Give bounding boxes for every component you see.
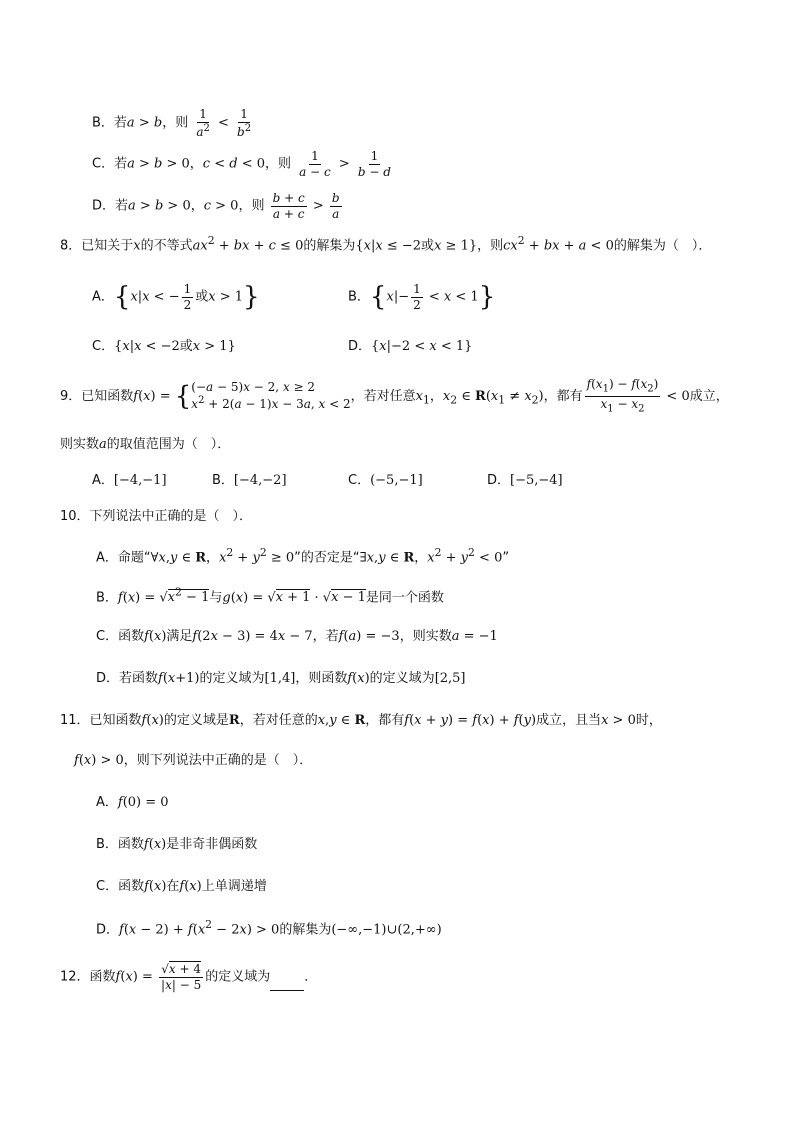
q11-stem-continued: f(x) > 0，则下列说法中正确的是（ ）． — [74, 753, 313, 768]
q11-option-d: D．$f(x - 2) + f(x^2 - 2x) > 0$的解集为(−∞,−1)∪(2,+∞) — [96, 918, 442, 938]
q8-option-d: D．{x|−2 < x < 1} — [348, 339, 473, 354]
q8-option-b: B．{x|− $\frac{1}{2}$ < x < 1} — [348, 282, 496, 313]
q9-option-c: C．(−5,−1] — [348, 473, 423, 488]
q8-option-c: C．{x|x < −2或x > 1} — [92, 339, 236, 354]
q7-option-c: C．若a > b > 0，c < d < 0，则 $\frac{1}{a - c}$ > $\frac{1}{b - d}$ — [92, 149, 391, 179]
q11-option-b: B．函数f(x)是非奇非偶函数 — [96, 837, 258, 852]
q10-option-b: B．$f(x) = √x^2 - 1$与g(x) = √x + 1 · √x − 1是同一个函数 — [96, 586, 444, 606]
q10-option-d: D．若函数f(x+1)的定义域为[1,4]，则函数f(x)的定义域为[2,5] — [96, 671, 466, 686]
q11-option-a: A．f(0) = 0 — [96, 795, 169, 810]
q9-option-b: B．[−4,−2] — [212, 473, 287, 488]
q8-option-a: A．{x|x < − $\frac{1}{2}$ 或x > 1} — [92, 282, 260, 313]
q10-option-c: C．函数f(x)满足f(2x − 3) = 4x − 7，若f(a) = −3，则实数a = −1 — [96, 629, 498, 644]
q10-stem: 10．下列说法中正确的是（ ）． — [60, 509, 253, 524]
q8-stem: 8．已知关于x的不等式$ax^2$ + bx + c ≤ 0的解集为{x|x ≤ −2或x ≥ 1}，则$cx^2$ + bx + a < 0的解集为（ ）． — [60, 234, 712, 254]
q7-option-d: D．若a > b > 0，c > 0，则 $\frac{b + c}{a + c}$ > $\frac{b}{a}$ — [92, 191, 340, 221]
q12-stem: 12．函数f(x) = $\frac{√x + 4}{|x| - 5}$ 的定义域为 ． — [60, 962, 318, 992]
q10-option-a: A．命题“∀x,y ∈ R，$x^2 + y^2 \ge 0$”的否定是“∃x,y ∈ R，$x^2 + y^2 < 0$” — [96, 546, 510, 566]
q11-stem: 11．已知函数f(x)的定义域是R，若对任意的x,y ∈ R，都有f(x + y) = f(x) + f(y)成立，且当x > 0时， — [60, 713, 662, 728]
answer-blank[interactable] — [270, 990, 304, 991]
q9-option-d: D．[−5,−4] — [487, 473, 563, 488]
q7-option-b: B．若a > b，则 $\frac{1}{a^2}$ < $\frac{1}{b^2}$ — [92, 107, 252, 139]
q9-stem-continued: 则实数a的取值范围为（ ）． — [60, 437, 231, 452]
q9-stem: 9．已知函数f(x) = { (−a − 5)x − 2, x ≥ 2 $x^2 + 2(a - 1)x - 3a$, x < 2 ，若对任意$x_1$，$x_2$ ∈ $R(x_1 \ne x_2)$，都有 $\frac{f(x_1) - f(x_2)}{x_1 - x_2}$ < 0成立， — [60, 377, 729, 415]
q9-option-a: A．[−4,−1] — [92, 473, 167, 488]
q11-option-c: C．函数f(x)在f(x)上单调递增 — [96, 879, 267, 894]
